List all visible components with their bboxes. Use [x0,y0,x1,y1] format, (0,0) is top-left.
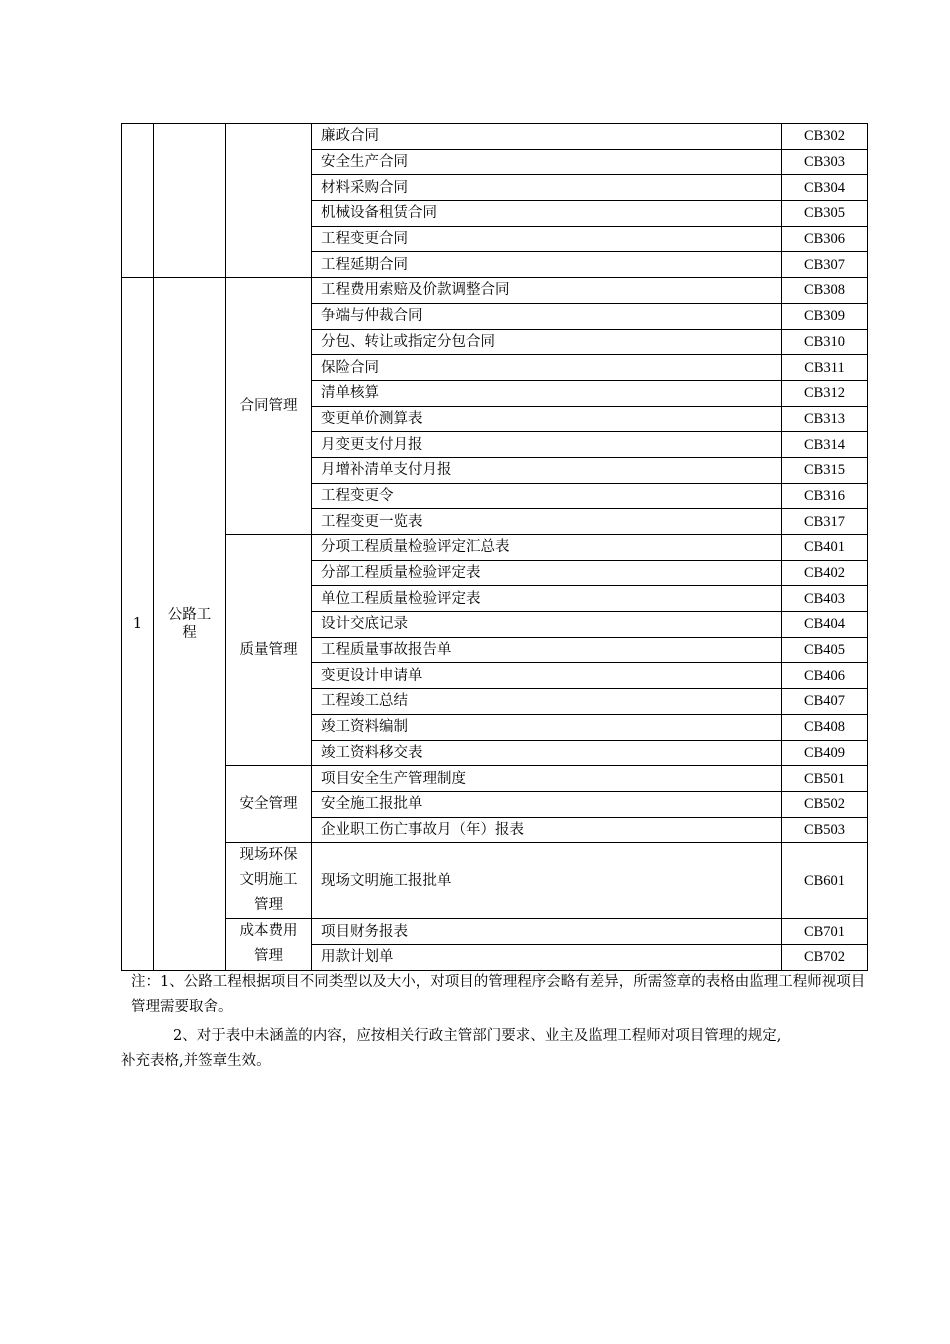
form-code: CB402 [782,560,868,586]
form-index-table [121,123,868,971]
form-name: 分包、转让或指定分包合同 [312,329,782,355]
subcategory-label: 合同管理 [239,398,298,415]
form-name: 工程变更合同 [312,226,782,252]
table-row [122,124,868,150]
form-code: CB309 [782,303,868,329]
form-code: CB307 [782,252,868,278]
subcategory-label: 成本费用管理 [239,923,298,965]
form-name: 工程变更令 [312,483,782,509]
form-name: 安全施工报批单 [312,791,782,817]
form-code: CB302 [782,124,868,150]
form-code: CB502 [782,791,868,817]
form-name: 材料采购合同 [312,175,782,201]
form-code: CB311 [782,355,868,381]
form-code: CB405 [782,637,868,663]
form-name: 安全生产合同 [312,149,782,175]
form-name: 变更设计申请单 [312,663,782,689]
form-code: CB403 [782,586,868,612]
notes-section [121,970,867,1074]
form-name: 廉政合同 [312,124,782,150]
form-name: 工程质量事故报告单 [312,637,782,663]
form-name: 月变更支付月报 [312,432,782,458]
subcategory-label: 现场环保文明施工管理 [239,847,298,914]
form-code: CB503 [782,817,868,843]
table-row [122,843,868,919]
category-label: 公路工程 [167,606,212,641]
form-name: 争端与仲裁合同 [312,303,782,329]
form-code: CB306 [782,226,868,252]
form-code: CB701 [782,919,868,945]
subcategory-cell [226,766,312,843]
table-row [122,278,868,304]
note-2-line-2: 补充表格,并签章生效。 [121,1053,271,1069]
form-code: CB304 [782,175,868,201]
form-code: CB313 [782,406,868,432]
form-name: 竣工资料移交表 [312,740,782,766]
form-code: CB312 [782,380,868,406]
form-code: CB401 [782,535,868,561]
form-code: CB702 [782,944,868,970]
subcategory-cell [226,278,312,535]
subcategory-label: 质量管理 [239,642,298,659]
form-code: CB305 [782,201,868,227]
form-name: 分部工程质量检验评定表 [312,560,782,586]
table-row [122,766,868,792]
form-code: CB310 [782,329,868,355]
form-code: CB501 [782,766,868,792]
table-row [122,919,868,945]
form-code: CB308 [782,278,868,304]
subcategory-cell [226,919,312,970]
form-name: 保险合同 [312,355,782,381]
subcategory-cell-empty [226,124,312,278]
form-name: 工程变更一览表 [312,509,782,535]
form-name: 变更单价测算表 [312,406,782,432]
form-name: 月增补清单支付月报 [312,457,782,483]
form-code: CB303 [782,149,868,175]
subcategory-cell [226,535,312,766]
form-code: CB601 [782,843,868,919]
form-name: 项目安全生产管理制度 [312,766,782,792]
form-name: 企业职工伤亡事故月（年）报表 [312,817,782,843]
table-row [122,535,868,561]
form-name: 工程延期合同 [312,252,782,278]
form-name: 工程竣工总结 [312,689,782,715]
form-name: 单位工程质量检验评定表 [312,586,782,612]
category-cell-empty [154,124,226,278]
note-2-line-1: 2、对于表中未涵盖的内容，应按相关行政主管部门要求、业主及监理工程师对项目管理的规定, [173,1028,782,1044]
form-name: 工程费用索赔及价款调整合同 [312,278,782,304]
form-name: 现场文明施工报批单 [312,843,782,919]
form-name: 项目财务报表 [312,919,782,945]
form-code: CB404 [782,612,868,638]
form-name: 设计交底记录 [312,612,782,638]
form-name: 机械设备租赁合同 [312,201,782,227]
note-1: 注：1、公路工程根据项目不同类型以及大小，对项目的管理程序会略有差异，所需签章的表格由监理工程师视项目管理需要取舍。 [131,974,866,1015]
subcategory-label: 安全管理 [239,796,298,813]
form-code: CB407 [782,689,868,715]
form-code: CB314 [782,432,868,458]
form-name: 竣工资料编制 [312,714,782,740]
form-name: 用款计划单 [312,944,782,970]
form-name: 清单核算 [312,380,782,406]
form-code: CB408 [782,714,868,740]
form-code: CB315 [782,457,868,483]
row-number: 1 [122,278,154,971]
form-code: CB409 [782,740,868,766]
number-cell-empty [122,124,154,278]
form-code: CB406 [782,663,868,689]
category-cell [154,278,226,971]
form-code: CB316 [782,483,868,509]
subcategory-cell [226,843,312,919]
form-code: CB317 [782,509,868,535]
form-name: 分项工程质量检验评定汇总表 [312,535,782,561]
